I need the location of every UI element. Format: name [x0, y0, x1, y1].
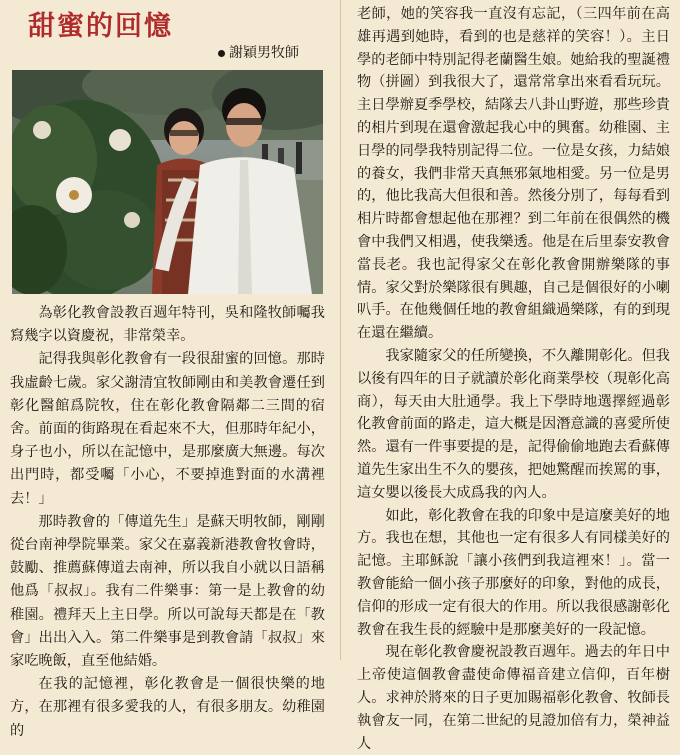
- paragraph: 為彰化教會設教百週年特刊，吳和隆牧師囑我寫幾字以資慶祝，非常榮幸。: [10, 305, 325, 345]
- paragraph: 如此，彰化教會在我的印象中是這麼美好的地方。我也在想，其他也一定有很多人有同樣美好的記憶。主耶穌說「讓小孩們到我這裡來！」。當一教會能給一個小孩子那麼好的印象，對他的成長，信仰的形成一定有很大的作用。所以我很感謝彰化教會在我生長的經驗中是那麼美好的一段記憶。: [357, 507, 670, 638]
- left-column: [10, 302, 325, 743]
- author-byline: [218, 42, 299, 62]
- paragraph: 那時教會的「傳道先生」是蘇天明牧師，剛剛從台南神學院畢業。家父在嘉義新港教會牧會時，鼓勵、推薦蘇傳道去南神，所以我自小就以日語稱他爲「叔叔」。我有二件樂事：第一是上教會的幼稚園。禮拜天上主日學。所以可說每天都是在「教會」出出入入。第二件樂事是到教會請「叔叔」來家吃晚飯，直至他結婚。: [10, 513, 325, 670]
- bullet-icon: [218, 50, 225, 57]
- column-divider: [340, 0, 341, 660]
- paragraph: 我家隨家父的任所變換，不久離開彰化。但我以後有四年的日子就讀於彰化商業學校（現彰化高商），每天由大肚通學。我上下學時地選擇經過彰化教會前面的路走，這大概是因潛意識的喜愛所使然。還有一件事要提的是，記得偷偷地跑去看蘇傳道先生家出生不久的嬰孩，把她驚醒而挨罵的事，這女嬰以後長大成爲我的內人。: [357, 347, 670, 501]
- paragraph: 老師，她的笑容我一直沒有忘記，（三四年前在高雄再遇到她時，看到的也是慈祥的笑容！）。主日學的老師中特別記得老蘭醫生娘。她給我的聖誕禮物（拼圖）到我很大了，還常常拿出來看看玩玩。主日學辦夏季學校，結隊去八卦山野遊，那些珍貴的相片到現在還會激起我心中的興奮。幼稚園、主日學的同學我特別記得二位。一位是女孩，力結娘的養女，我們非常天真無邪氣地相愛。另一位是男的，他比我高大但很和善。然後分別了，每每看到相片時都會想起他在那裡？到二年前在很偶然的機會中我們又相遇，使我樂透。他是在后里泰安教會當長老。我也記得家父在彰化教會開辦樂隊的事情。家父對於樂隊很有興趣，自己是個很好的小喇叭手。在他幾個任地的教會組織過樂隊，有的到現在還在繼續。: [357, 6, 670, 342]
- article-title: 甜蜜的回憶: [28, 11, 173, 42]
- right-column: [357, 3, 670, 755]
- couple-photo: [12, 70, 323, 294]
- paragraph: 在我的記憶裡，彰化教會是一個很快樂的地方，在那裡有很多愛我的人，有很多朋友。幼稚園的: [10, 676, 325, 739]
- author-name: 謝穎男牧師: [229, 45, 299, 61]
- paragraph: 現在彰化教會慶祝設教百週年。過去的年日中上帝使這個教會盡使命傳福音建立信仰，百年樹人。求神於將來的日子更加賜福彰化教會、牧師長執會友一同，在第二世紀的見證加倍有力，榮神益人: [357, 644, 670, 752]
- paragraph: 記得我與彰化教會有一段很甜蜜的回憶。那時我虛齡七歲。家父謝清宜牧師剛由和美教會遷任到彰化醫館爲院牧，住在彰化教會隔鄰二三間的宿舍。前面的街路現在看起來不大，但那時年紀小，身子也小，所以在記憶中，是那麼廣大無邊。每次出門時，都受囑「小心，不要掉進對面的水溝裡去！」: [10, 351, 325, 507]
